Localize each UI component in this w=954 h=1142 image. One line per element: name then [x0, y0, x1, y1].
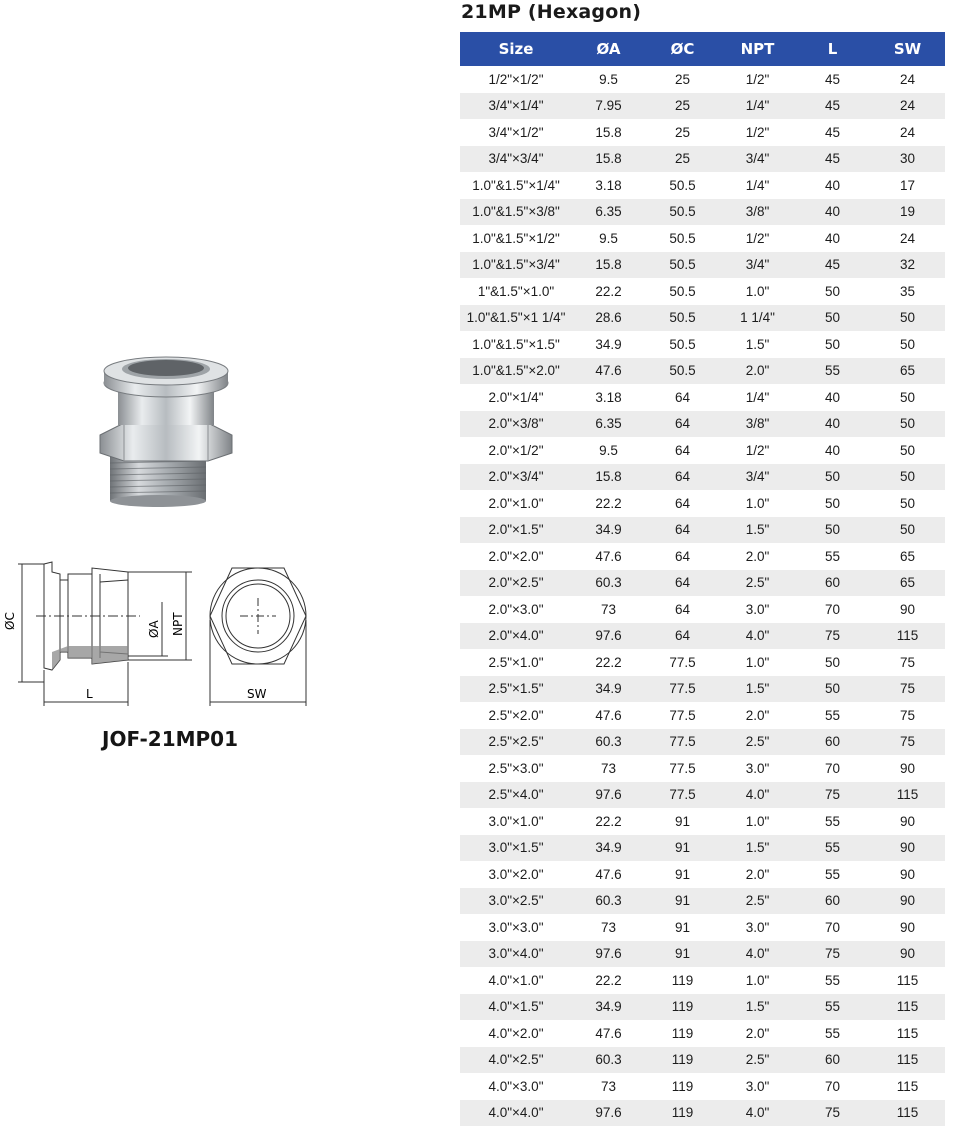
cell-l: 50 — [824, 495, 841, 511]
cell-a: 6.35 — [572, 411, 645, 438]
cell-c: 50.5 — [645, 252, 720, 279]
cell-a: 97.6 — [572, 623, 645, 650]
cell-a: 15.8 — [572, 146, 645, 173]
cell-npt: 4.0" — [720, 782, 795, 809]
cell-size: 1.0"&1.5"×1 1/4" — [460, 305, 572, 332]
cell-size: 1.0"&1.5"×2.0" — [460, 358, 572, 385]
cell-size: 3.0"×1.5" — [460, 835, 572, 862]
cell-a: 34.9 — [572, 517, 645, 544]
cell-sw: 115 — [870, 1100, 945, 1127]
cell-npt: 3/8" — [720, 411, 795, 438]
cell-c: 25 — [645, 93, 720, 120]
cell-npt: 1/2" — [745, 442, 770, 458]
cell-c: 25 — [674, 71, 691, 87]
cell-npt: 2.0" — [745, 707, 770, 723]
table-row — [460, 570, 945, 597]
cell-sw: 65 — [870, 358, 945, 385]
cell-size: 4.0"×3.0" — [488, 1078, 544, 1094]
cell-size: 3.0"×1.0" — [488, 813, 544, 829]
cell-l: 40 — [824, 389, 841, 405]
table-row — [460, 1100, 945, 1127]
cell-l: 50 — [795, 517, 870, 544]
table-row — [460, 702, 945, 729]
cell-sw: 115 — [870, 994, 945, 1021]
cell-size: 3.0"×2.5" — [460, 888, 572, 915]
cell-a: 47.6 — [595, 1025, 622, 1041]
cell-sw: 75 — [870, 729, 945, 756]
cell-c: 64 — [645, 411, 720, 438]
cell-sw: 115 — [896, 1025, 919, 1041]
cell-size: 1.0"&1.5"×1.5" — [472, 336, 560, 352]
cell-size: 2.5"×1.5" — [460, 676, 572, 703]
cell-l: 55 — [824, 972, 841, 988]
cell-npt: 1.5" — [720, 676, 795, 703]
table-row — [460, 358, 945, 385]
cell-c: 50.5 — [669, 230, 696, 246]
table-row — [460, 119, 945, 146]
cell-size: 3.0"×3.0" — [488, 919, 544, 935]
technical-drawing — [0, 550, 320, 710]
cell-c: 25 — [645, 146, 720, 173]
cell-sw: 50 — [870, 464, 945, 491]
cell-size: 1.0"&1.5"×3/4" — [460, 252, 572, 279]
cell-c: 77.5 — [645, 782, 720, 809]
table-row — [460, 729, 945, 756]
table-body — [460, 66, 945, 1126]
cell-c: 91 — [674, 813, 691, 829]
cell-l: 40 — [824, 177, 841, 193]
cell-l: 55 — [824, 1025, 841, 1041]
cell-npt: 2.0" — [745, 548, 770, 564]
cell-c: 64 — [645, 570, 720, 597]
cell-size: 2.0"×1.5" — [460, 517, 572, 544]
cell-sw: 24 — [899, 124, 916, 140]
cell-a: 97.6 — [572, 941, 645, 968]
cell-c: 64 — [645, 464, 720, 491]
cell-sw: 50 — [870, 305, 945, 332]
cell-size: 4.0"×1.5" — [460, 994, 572, 1021]
table-row — [460, 808, 945, 835]
cell-l: 50 — [824, 283, 841, 299]
table-row — [460, 1073, 945, 1100]
table-header-row — [460, 32, 945, 66]
cell-c: 119 — [645, 994, 720, 1021]
cell-sw: 17 — [899, 177, 916, 193]
cell-a: 22.2 — [595, 654, 622, 670]
cell-a: 15.8 — [572, 252, 645, 279]
cell-l: 70 — [824, 919, 841, 935]
cell-sw: 50 — [899, 442, 916, 458]
cell-l: 45 — [795, 252, 870, 279]
cell-sw: 90 — [870, 888, 945, 915]
cell-a: 73 — [600, 919, 617, 935]
cell-npt: 1.5" — [745, 336, 770, 352]
cell-a: 22.2 — [595, 813, 622, 829]
cell-npt: 4.0" — [720, 623, 795, 650]
cell-l: 60 — [795, 729, 870, 756]
cell-size: 1.0"&1.5"×3/8" — [460, 199, 572, 226]
table-row — [460, 464, 945, 491]
dim-c-label: ØC — [3, 612, 17, 630]
cell-size: 4.0"×2.5" — [460, 1047, 572, 1074]
cell-c: 64 — [645, 623, 720, 650]
cell-a: 73 — [600, 601, 617, 617]
cell-a: 34.9 — [572, 676, 645, 703]
dim-l-label: L — [86, 687, 93, 701]
cell-size: 2.0"×4.0" — [460, 623, 572, 650]
cell-npt: 2.5" — [720, 888, 795, 915]
cell-a: 47.6 — [572, 358, 645, 385]
cell-c: 77.5 — [669, 760, 696, 776]
header-l: L — [795, 32, 870, 66]
cell-l: 70 — [824, 1078, 841, 1094]
cell-l: 55 — [824, 548, 841, 564]
cell-l: 45 — [824, 71, 841, 87]
cell-a: 73 — [600, 1078, 617, 1094]
cell-l: 60 — [795, 1047, 870, 1074]
cell-c: 64 — [674, 601, 691, 617]
cell-npt: 1/2" — [745, 230, 770, 246]
cell-l: 50 — [824, 654, 841, 670]
cell-a: 3.18 — [595, 177, 622, 193]
table-row — [460, 172, 945, 199]
cell-l: 75 — [795, 941, 870, 968]
cell-c: 119 — [645, 1100, 720, 1127]
cell-a: 60.3 — [572, 729, 645, 756]
cell-npt: 3.0" — [745, 1078, 770, 1094]
cell-a: 34.9 — [572, 835, 645, 862]
cell-sw: 35 — [899, 283, 916, 299]
cell-l: 45 — [795, 93, 870, 120]
cell-size: 4.0"×4.0" — [460, 1100, 572, 1127]
cell-l: 50 — [795, 464, 870, 491]
cell-c: 91 — [674, 866, 691, 882]
cell-a: 47.6 — [595, 866, 622, 882]
table-row — [460, 331, 945, 358]
cell-sw: 24 — [899, 230, 916, 246]
cell-npt: 3.0" — [745, 601, 770, 617]
cell-l: 40 — [824, 442, 841, 458]
cell-l: 55 — [795, 358, 870, 385]
cell-a: 97.6 — [572, 782, 645, 809]
table-row — [460, 66, 945, 93]
cell-size: 2.5"×2.0" — [488, 707, 544, 723]
cell-size: 2.5"×2.5" — [460, 729, 572, 756]
cell-l: 45 — [824, 124, 841, 140]
cell-npt: 3/8" — [720, 199, 795, 226]
cell-npt: 1.0" — [745, 283, 770, 299]
cell-l: 75 — [795, 623, 870, 650]
cell-l: 40 — [795, 199, 870, 226]
cell-c: 64 — [674, 442, 691, 458]
cell-npt: 1/2" — [745, 124, 770, 140]
cell-npt: 2.5" — [720, 1047, 795, 1074]
header-sw: SW — [870, 32, 945, 66]
table-row — [460, 1020, 945, 1047]
cell-size: 1"&1.5"×1.0" — [477, 283, 555, 299]
cell-c: 119 — [671, 1078, 694, 1094]
cell-sw: 90 — [899, 866, 916, 882]
cell-sw: 90 — [870, 941, 945, 968]
cell-a: 34.9 — [572, 994, 645, 1021]
cell-c: 77.5 — [669, 654, 696, 670]
cell-sw: 90 — [899, 601, 916, 617]
cell-l: 45 — [795, 146, 870, 173]
table-row — [460, 967, 945, 994]
cell-size: 2.0"×1/4" — [488, 389, 544, 405]
cell-c: 64 — [674, 495, 691, 511]
cell-sw: 50 — [870, 517, 945, 544]
cell-l: 55 — [795, 994, 870, 1021]
table-row — [460, 994, 945, 1021]
cell-npt: 1 1/4" — [720, 305, 795, 332]
cell-size: 3/4"×3/4" — [460, 146, 572, 173]
cell-sw: 24 — [870, 93, 945, 120]
cell-npt: 2.0" — [745, 866, 770, 882]
table-row — [460, 649, 945, 676]
table-row — [460, 252, 945, 279]
table-row — [460, 411, 945, 438]
cell-l: 60 — [795, 888, 870, 915]
cell-npt: 2.0" — [745, 1025, 770, 1041]
cell-c: 91 — [645, 941, 720, 968]
cell-c: 25 — [674, 124, 691, 140]
header-c: ØC — [645, 32, 720, 66]
cell-size: 2.0"×3.0" — [488, 601, 544, 617]
cell-a: 97.6 — [572, 1100, 645, 1127]
cell-sw: 50 — [870, 411, 945, 438]
cell-c: 91 — [674, 919, 691, 935]
cell-size: 2.5"×4.0" — [460, 782, 572, 809]
cell-c: 119 — [645, 1047, 720, 1074]
cell-l: 75 — [795, 782, 870, 809]
cell-npt: 1.5" — [720, 994, 795, 1021]
cell-c: 91 — [645, 835, 720, 862]
cell-sw: 32 — [870, 252, 945, 279]
cell-l: 60 — [795, 570, 870, 597]
cell-c: 64 — [674, 548, 691, 564]
cell-l: 50 — [824, 336, 841, 352]
cell-a: 15.8 — [595, 124, 622, 140]
cell-c: 77.5 — [669, 707, 696, 723]
cell-sw: 115 — [896, 1078, 919, 1094]
cell-size: 2.0"×3/8" — [460, 411, 572, 438]
table-row — [460, 517, 945, 544]
table-row — [460, 490, 945, 517]
cell-npt: 1/4" — [720, 93, 795, 120]
table-row — [460, 225, 945, 252]
cell-c: 77.5 — [645, 676, 720, 703]
cell-c: 119 — [671, 972, 694, 988]
table-row — [460, 278, 945, 305]
cell-size: 3/4"×1/4" — [460, 93, 572, 120]
cell-a: 22.2 — [595, 972, 622, 988]
table-row — [460, 596, 945, 623]
cell-size: 3.0"×2.0" — [488, 866, 544, 882]
cell-size: 4.0"×2.0" — [488, 1025, 544, 1041]
cell-l: 70 — [824, 601, 841, 617]
cell-npt: 2.5" — [720, 570, 795, 597]
cell-l: 55 — [824, 813, 841, 829]
table-row — [460, 437, 945, 464]
cell-npt: 1.0" — [745, 813, 770, 829]
cell-c: 91 — [645, 888, 720, 915]
cell-sw: 90 — [899, 760, 916, 776]
cell-l: 50 — [795, 305, 870, 332]
cell-sw: 115 — [870, 623, 945, 650]
cell-l: 55 — [795, 835, 870, 862]
cell-l: 50 — [795, 676, 870, 703]
table-row — [460, 888, 945, 915]
dim-sw-label: SW — [247, 687, 267, 701]
cell-npt: 3/4" — [720, 252, 795, 279]
cell-a: 60.3 — [572, 888, 645, 915]
cell-c: 64 — [674, 389, 691, 405]
cell-size: 4.0"×1.0" — [488, 972, 544, 988]
cell-npt: 2.5" — [720, 729, 795, 756]
cell-c: 50.5 — [669, 283, 696, 299]
cell-npt: 1/4" — [745, 177, 770, 193]
cell-size: 3.0"×4.0" — [460, 941, 572, 968]
header-npt: NPT — [720, 32, 795, 66]
cell-c: 77.5 — [645, 729, 720, 756]
cell-sw: 115 — [870, 782, 945, 809]
table-row — [460, 93, 945, 120]
cell-a: 47.6 — [595, 548, 622, 564]
cell-size: 1/2"×1/2" — [488, 71, 544, 87]
cell-size: 2.5"×1.0" — [488, 654, 544, 670]
cell-a: 22.2 — [595, 495, 622, 511]
cell-a: 47.6 — [595, 707, 622, 723]
cell-a: 28.6 — [572, 305, 645, 332]
model-number: JOF-21MP01 — [102, 727, 239, 751]
cell-sw: 50 — [899, 336, 916, 352]
cell-a: 9.5 — [599, 230, 618, 246]
cell-sw: 75 — [899, 654, 916, 670]
cell-sw: 19 — [870, 199, 945, 226]
cell-sw: 75 — [899, 707, 916, 723]
cell-a: 60.3 — [572, 1047, 645, 1074]
table-row — [460, 623, 945, 650]
table-row — [460, 146, 945, 173]
cell-a: 15.8 — [572, 464, 645, 491]
dim-npt-label: NPT — [171, 612, 185, 636]
cell-npt: 1.0" — [745, 972, 770, 988]
header-a: ØA — [572, 32, 645, 66]
cell-size: 2.0"×1/2" — [488, 442, 544, 458]
cell-a: 60.3 — [572, 570, 645, 597]
cell-a: 9.5 — [599, 442, 618, 458]
cell-npt: 4.0" — [720, 941, 795, 968]
cell-sw: 115 — [870, 1047, 945, 1074]
cell-npt: 3/4" — [720, 464, 795, 491]
cell-c: 50.5 — [645, 358, 720, 385]
cell-a: 34.9 — [595, 336, 622, 352]
table-row — [460, 1047, 945, 1074]
table-row — [460, 543, 945, 570]
cell-npt: 2.0" — [720, 358, 795, 385]
cell-l: 55 — [824, 866, 841, 882]
cell-npt: 1.5" — [720, 835, 795, 862]
cell-c: 119 — [671, 1025, 694, 1041]
cell-sw: 115 — [896, 972, 919, 988]
cell-a: 9.5 — [599, 71, 618, 87]
cell-sw: 50 — [899, 495, 916, 511]
cell-a: 22.2 — [595, 283, 622, 299]
cell-npt: 1/4" — [745, 389, 770, 405]
cell-size: 3/4"×1/2" — [488, 124, 544, 140]
cell-l: 40 — [824, 230, 841, 246]
cell-c: 64 — [645, 517, 720, 544]
cell-npt: 1/2" — [745, 71, 770, 87]
cell-l: 75 — [795, 1100, 870, 1127]
cell-c: 50.5 — [669, 177, 696, 193]
table-row — [460, 676, 945, 703]
cell-sw: 50 — [899, 389, 916, 405]
header-size: Size — [460, 32, 572, 66]
table-row — [460, 199, 945, 226]
product-photo — [96, 343, 238, 508]
cell-l: 70 — [824, 760, 841, 776]
table-row — [460, 941, 945, 968]
cell-a: 6.35 — [572, 199, 645, 226]
table-row — [460, 914, 945, 941]
cell-size: 1.0"&1.5"×1/4" — [472, 177, 560, 193]
table-row — [460, 835, 945, 862]
cell-npt: 1.0" — [745, 654, 770, 670]
cell-size: 2.0"×3/4" — [460, 464, 572, 491]
spec-table — [460, 32, 945, 1126]
cell-sw: 30 — [870, 146, 945, 173]
cell-npt: 4.0" — [720, 1100, 795, 1127]
cell-sw: 90 — [899, 813, 916, 829]
cell-size: 1.0"&1.5"×1/2" — [472, 230, 560, 246]
cell-a: 3.18 — [595, 389, 622, 405]
cell-c: 50.5 — [645, 199, 720, 226]
table-row — [460, 861, 945, 888]
cell-size: 2.5"×3.0" — [488, 760, 544, 776]
table-row — [460, 305, 945, 332]
cell-size: 2.0"×1.0" — [488, 495, 544, 511]
table-row — [460, 782, 945, 809]
cell-sw: 90 — [899, 919, 916, 935]
dim-a-label: ØA — [147, 620, 161, 638]
cell-sw: 75 — [870, 676, 945, 703]
table-row — [460, 755, 945, 782]
table-header — [460, 32, 945, 66]
cell-npt: 1.5" — [720, 517, 795, 544]
table-row — [460, 384, 945, 411]
cell-npt: 3/4" — [720, 146, 795, 173]
cell-a: 73 — [600, 760, 617, 776]
cell-sw: 65 — [899, 548, 916, 564]
cell-npt: 3.0" — [745, 919, 770, 935]
cell-sw: 90 — [870, 835, 945, 862]
cell-npt: 1.0" — [745, 495, 770, 511]
cell-size: 2.0"×2.5" — [460, 570, 572, 597]
cell-c: 50.5 — [669, 336, 696, 352]
cell-c: 50.5 — [645, 305, 720, 332]
cell-size: 2.0"×2.0" — [488, 548, 544, 564]
table-title: 21MP (Hexagon) — [461, 1, 642, 23]
cell-npt: 3.0" — [745, 760, 770, 776]
cell-l: 40 — [795, 411, 870, 438]
cell-sw: 65 — [870, 570, 945, 597]
cell-sw: 24 — [899, 71, 916, 87]
cell-l: 55 — [824, 707, 841, 723]
cell-a: 7.95 — [572, 93, 645, 120]
